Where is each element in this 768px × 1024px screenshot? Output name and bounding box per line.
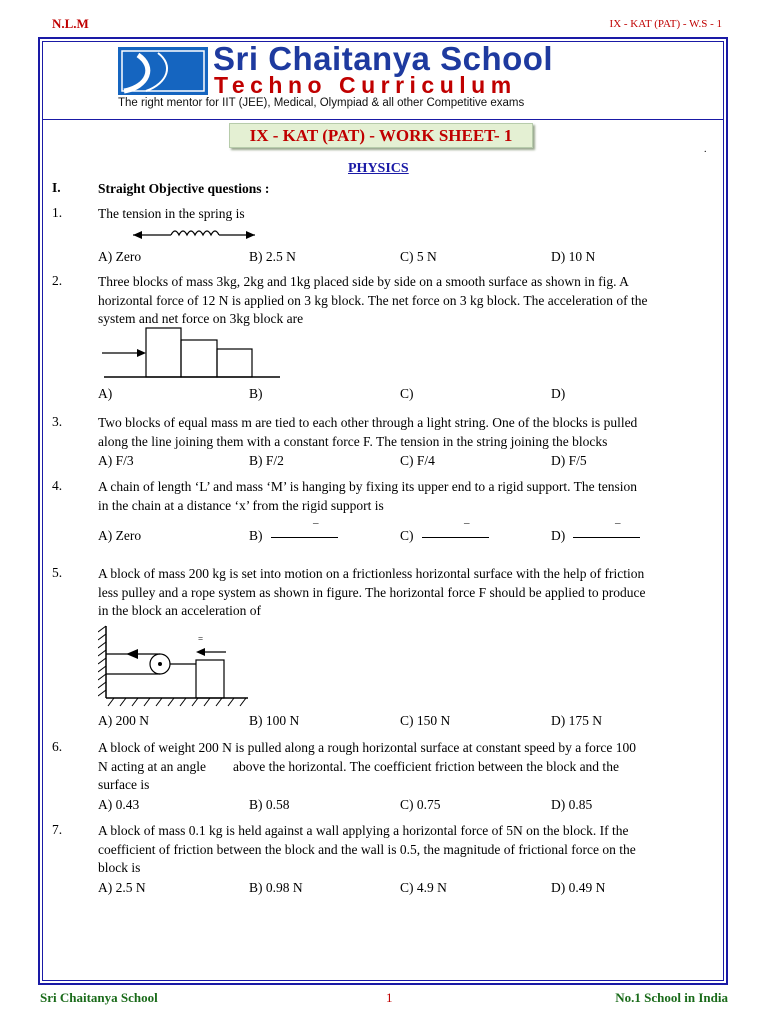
pulley-diagram: [98, 622, 258, 708]
section-title: Straight Objective questions :: [98, 181, 270, 196]
question-6-line: surface is: [98, 777, 150, 792]
question-3-option-b: B) F/2: [249, 453, 284, 468]
question-2-option-d: D): [551, 386, 566, 401]
header-left-text: N.L.M: [52, 16, 89, 31]
question-1-option-a: A) Zero: [98, 249, 142, 264]
question-7-option-b: B) 0.98 N: [249, 880, 303, 895]
question-5-figure-label: =: [198, 634, 204, 644]
question-1-option-c: C) 5 N: [400, 249, 437, 264]
question-7-line: coefficient of friction between the block and the wall is 0.5, the magnitude of frictional force on the: [98, 841, 636, 857]
question-4-text: [98, 478, 730, 515]
question-4-option-a: A) Zero: [98, 528, 142, 543]
question-4-line: A chain of length ‘L’ and mass ‘M’ is hanging by fixing its upper end to a rigid support. The tension: [98, 479, 638, 494]
worksheet-title: IX - KAT (PAT) - WORK SHEET- 1: [229, 123, 533, 148]
section-number: I.: [52, 180, 61, 195]
question-7-line: A block of mass 0.1 kg is held against a wall applying a horizontal force of 5N on the block. If the: [98, 823, 629, 838]
question-7-number: 7.: [52, 822, 63, 837]
subject-heading: PHYSICS: [348, 161, 409, 176]
brand-tagline: The right mentor for IIT (JEE), Medical, Olympiad & all other Competitive exams: [118, 97, 525, 109]
question-5-option-d: D) 175 N: [551, 713, 602, 728]
question-2-line: horizontal force of 12 N is applied on 3 kg block. The net force on 3 kg block. The acceleration of the: [98, 292, 648, 308]
question-6-option-a: A) 0.43: [98, 797, 140, 812]
question-4-option-c-fraction-mark: –: [464, 517, 470, 529]
header-right-text: IX - KAT (PAT) - W.S - 1: [609, 18, 722, 30]
question-3-line: along the line joining them with a constant force F. The tension in the string joining the blocks: [98, 433, 608, 449]
brand-subtitle: Techno Curriculum: [214, 72, 517, 98]
question-1-line: The tension in the spring is: [98, 206, 245, 221]
question-4-line: in the chain at a distance ‘x’ from the rigid support is: [98, 497, 384, 513]
question-3-text: [98, 414, 730, 451]
question-6-line: A block of weight 200 N is pulled along a rough horizontal surface at constant speed by a force 100: [98, 740, 636, 755]
question-2-number: 2.: [52, 273, 63, 288]
question-3-line: Two blocks of equal mass m are tied to each other through a light string. One of the blocks is pulled: [98, 415, 638, 430]
brand-name: Sri Chaitanya School: [213, 40, 554, 77]
question-5-line: A block of mass 200 kg is set into motion on a frictionless horizontal surface with the help of friction: [98, 566, 645, 581]
question-4-option-c: C): [400, 528, 414, 543]
question-6-option-c: C) 0.75: [400, 797, 441, 812]
question-7-option-c: C) 4.9 N: [400, 880, 447, 895]
footer-school-name: Sri Chaitanya School: [40, 990, 158, 1005]
question-2-line: Three blocks of mass 3kg, 2kg and 1kg placed side by side on a smooth surface as shown in fig. A: [98, 274, 629, 289]
question-7-option-d: D) 0.49 N: [551, 880, 606, 895]
question-4-option-b: B): [249, 528, 263, 543]
question-5-line: in the block an acceleration of: [98, 603, 262, 618]
question-3-option-d: D) F/5: [551, 453, 587, 468]
question-5-line: less pulley and a rope system as shown in figure. The horizontal force F should be applied to produce: [98, 584, 646, 600]
question-6-option-d: D) 0.85: [551, 797, 593, 812]
question-3-option-c: C) F/4: [400, 453, 435, 468]
question-1-option-d: D) 10 N: [551, 249, 596, 264]
question-7-text: [98, 822, 730, 878]
header-divider: [42, 119, 724, 120]
question-5-option-c: C) 150 N: [400, 713, 451, 728]
question-4-option-d: D): [551, 528, 566, 543]
question-5-text: [98, 565, 730, 621]
school-logo-icon: [118, 47, 208, 95]
question-7-option-a: A) 2.5 N: [98, 880, 146, 895]
question-4-option-d-fraction-bar: [573, 537, 640, 538]
question-6-line: N acting at an angle above the horizontal. The coefficient friction between the block and the: [98, 758, 619, 774]
question-7-line: block is: [98, 860, 141, 875]
question-2-option-a: A): [98, 386, 113, 401]
question-4-option-d-fraction-mark: –: [615, 517, 621, 529]
three-blocks-diagram: [100, 325, 282, 381]
question-5-option-b: B) 100 N: [249, 713, 300, 728]
question-2-option-c: C): [400, 386, 414, 401]
question-1-text: [98, 205, 730, 224]
question-3-number: 3.: [52, 414, 63, 429]
question-1-option-b: B) 2.5 N: [249, 249, 296, 264]
question-6-text: [98, 739, 730, 795]
footer-slogan: No.1 School in India: [615, 990, 728, 1005]
question-4-option-b-fraction-mark: –: [313, 517, 319, 529]
question-4-option-c-fraction-bar: [422, 537, 489, 538]
question-2-option-b: B): [249, 386, 263, 401]
question-1-number: 1.: [52, 205, 63, 220]
spring-diagram: [131, 227, 257, 243]
question-6-number: 6.: [52, 739, 63, 754]
question-6-option-b: B) 0.58: [249, 797, 290, 812]
question-5-option-a: A) 200 N: [98, 713, 149, 728]
stray-dot: .: [704, 144, 707, 155]
footer-page-number: 1: [386, 990, 393, 1005]
question-4-number: 4.: [52, 478, 63, 493]
question-2-text: [98, 273, 730, 329]
question-3-option-a: A) F/3: [98, 453, 134, 468]
question-2-line: system and net force on 3kg block are: [98, 311, 304, 326]
question-5-number: 5.: [52, 565, 63, 580]
question-4-option-b-fraction-bar: [271, 537, 338, 538]
